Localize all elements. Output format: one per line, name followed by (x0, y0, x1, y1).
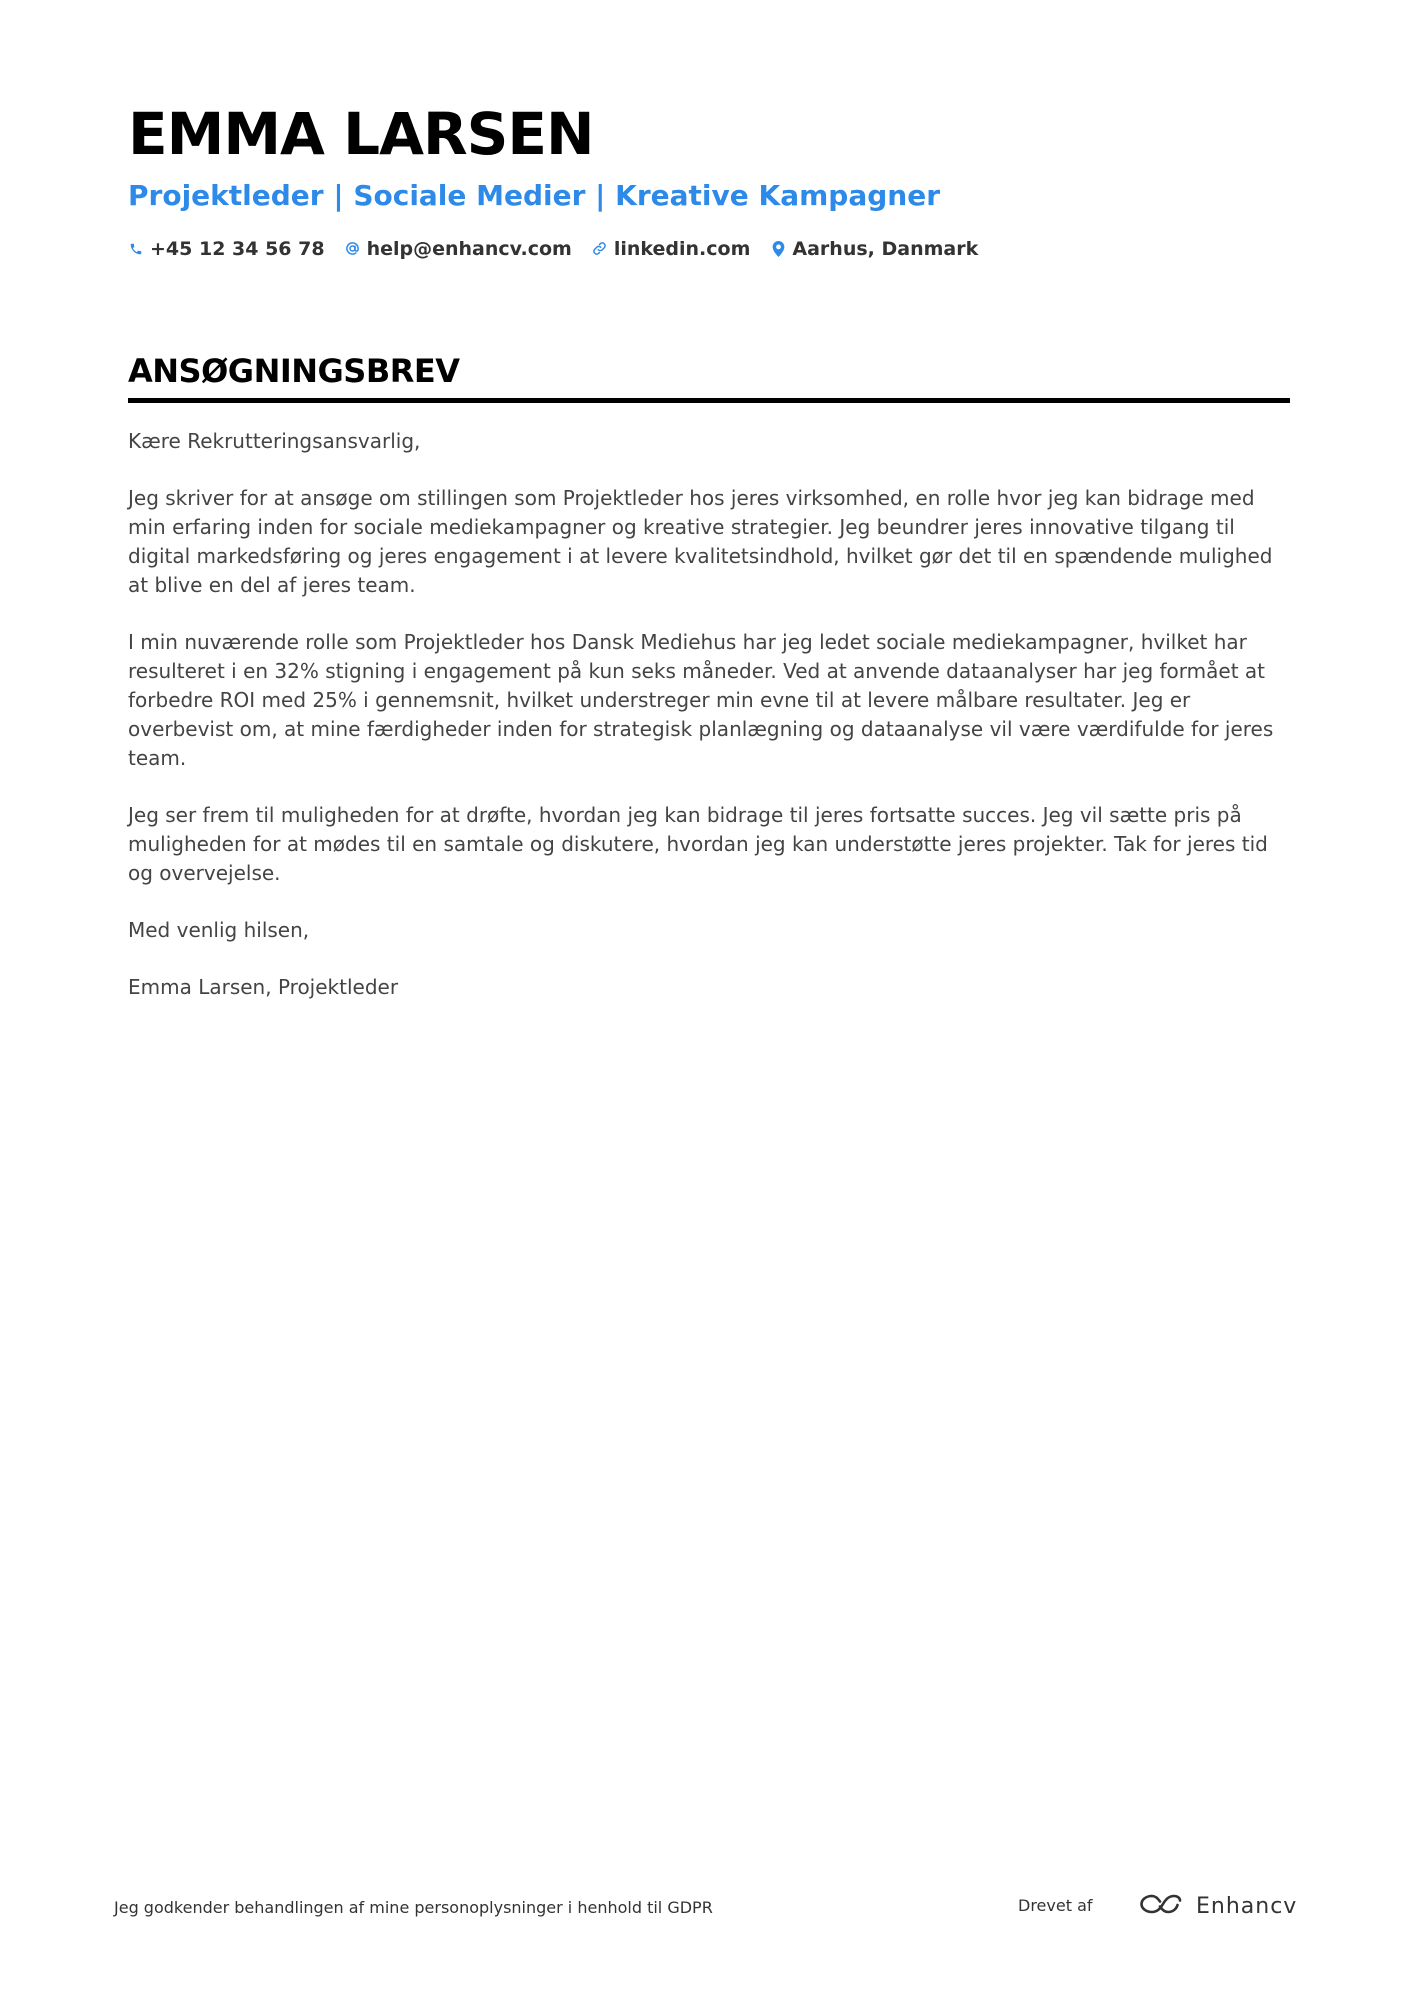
phone-text: +45 12 34 56 78 (150, 237, 325, 260)
contact-email[interactable] (345, 238, 572, 260)
letter-closing: Med venlig hilsen, (128, 918, 310, 943)
applicant-name: EMMA LARSEN (128, 100, 594, 168)
phone-icon (128, 239, 144, 259)
contact-location (770, 238, 978, 260)
contact-info (128, 238, 1290, 260)
link-icon (592, 239, 608, 259)
linkedin-text: linkedin.com (613, 237, 751, 260)
at-icon (345, 239, 361, 259)
letter-greeting: Kære Rekrutteringsansvarlig, (128, 429, 421, 454)
letter-paragraph: I min nuværende rolle som Projektleder hos Dansk Mediehus har jeg ledet sociale mediekampagner, hvilket har resulteret i en 32% stigning i engagement på kun seks måneder. Ved at anvende dataanalyser har jeg formået at forbedre ROI med 25% i gennemsnit, hvilket understreger min evne til at levere målbare resultater. Jeg er overbevist om, at mine færdigheder inden for strategisk planlægning og dataanalyse vil være værdifulde for jeres team. (128, 630, 1274, 771)
letter-paragraph: Jeg ser frem til muligheden for at drøfte, hvordan jeg kan bidrage til jeres fortsatte succes. Jeg vil sætte pris på muligheden for at mødes til en samtale og diskutere, hvordan jeg kan understøtte jeres projekter. Tak for jeres tid og overvejelse. (128, 803, 1268, 886)
section-title: ANSØGNINGSBREV (128, 351, 460, 390)
applicant-headline: Projektleder | Sociale Medier | Kreative Kampagner (128, 178, 940, 212)
email-text: help@enhancv.com (366, 237, 572, 260)
letter-signature: Emma Larsen, Projektleder (128, 975, 399, 1000)
letter-body (128, 427, 1290, 1002)
enhancv-logo-icon (1138, 1890, 1196, 1922)
contact-phone[interactable] (128, 238, 325, 260)
enhancv-brand[interactable] (1138, 1890, 1297, 1922)
contact-linkedin[interactable] (592, 238, 751, 260)
cover-letter-page (128, 100, 1290, 1030)
gdpr-consent-text: Jeg godkender behandlingen af mine personoplysninger i henhold til GDPR (114, 1898, 713, 1917)
powered-by-label: Drevet af (1018, 1896, 1093, 1915)
section-divider (128, 398, 1290, 403)
location-pin-icon (770, 239, 786, 259)
location-text: Aarhus, Danmark (792, 237, 979, 260)
letter-paragraph: Jeg skriver for at ansøge om stillingen som Projektleder hos jeres virksomhed, en rolle hvor jeg kan bidrage med min erfaring inden for sociale mediekampagner og kreative strategier. Jeg beundrer jeres innovative tilgang til digital markedsføring og jeres engagement i at levere kvalitetsindhold, hvilket gør det til en spændende mulighed at blive en del af jeres team. (128, 486, 1273, 598)
page-footer (0, 1890, 1410, 1930)
enhancv-brand-name: Enhancv (1196, 1893, 1298, 1919)
